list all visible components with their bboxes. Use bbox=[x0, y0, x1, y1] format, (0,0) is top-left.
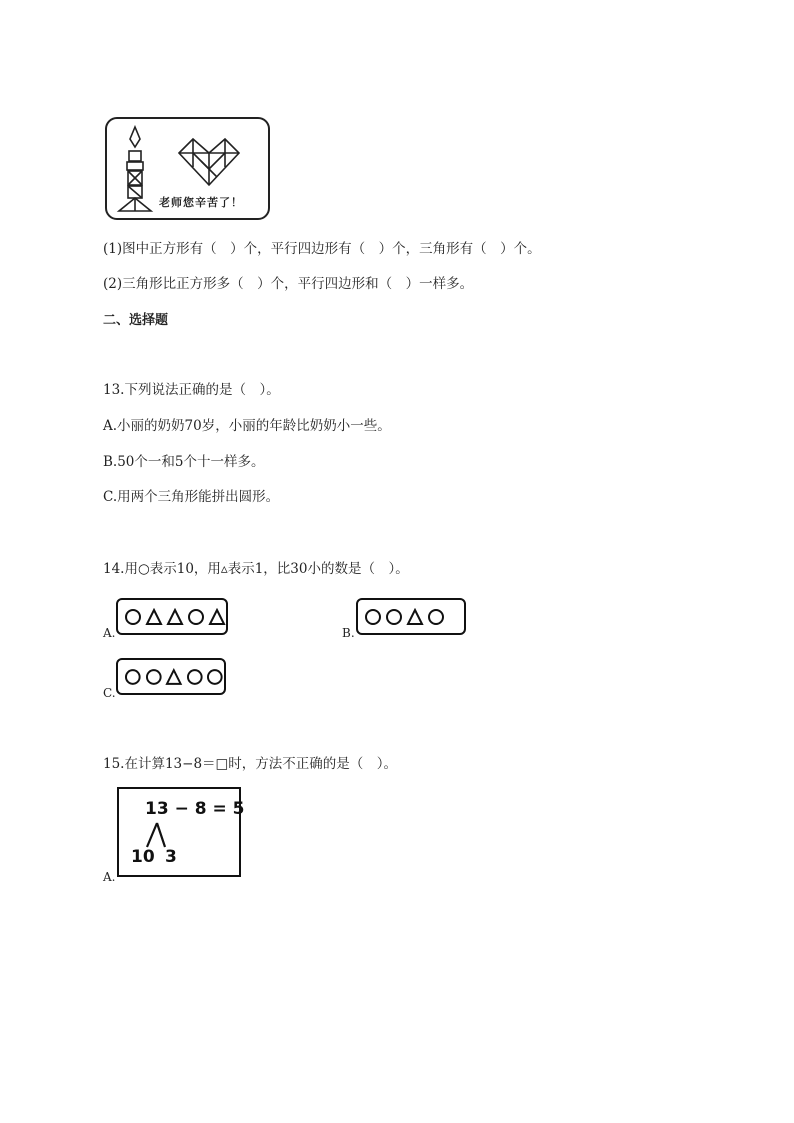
triangle-icon bbox=[145, 608, 163, 626]
tangram-candle-icon bbox=[115, 125, 155, 213]
tangram-figure-box bbox=[105, 117, 270, 220]
circle-icon bbox=[385, 608, 403, 626]
triangle-icon bbox=[165, 668, 183, 686]
q13-stem: 13.下列说法正确的是（ ）。 bbox=[103, 382, 280, 398]
triangle-icon bbox=[406, 608, 424, 626]
q15-stem: 15.在计算13−8＝□时，方法不正确的是（ ）。 bbox=[103, 756, 398, 772]
q14-option-c-label: C. bbox=[103, 686, 116, 700]
q14-option-c-box bbox=[116, 658, 226, 695]
circle-icon bbox=[206, 668, 224, 686]
section-title: 二、选择题 bbox=[103, 313, 169, 328]
q13-option-a: A.小丽的奶奶70岁，小丽的年龄比奶奶小一些。 bbox=[103, 418, 391, 434]
split-branch-icon bbox=[143, 821, 173, 849]
triangle-icon bbox=[166, 608, 184, 626]
q14-option-a-label: A. bbox=[103, 626, 116, 640]
q14-stem: 14.用○表示10，用▵表示1，比30小的数是（ ）。 bbox=[103, 561, 409, 577]
q13-option-b: B.50个一和5个十一样多。 bbox=[103, 454, 265, 470]
triangle-icon bbox=[208, 608, 226, 626]
q14-option-a-box bbox=[116, 598, 228, 635]
circle-icon bbox=[187, 608, 205, 626]
q14-option-b-box bbox=[356, 598, 466, 635]
circle-icon bbox=[145, 668, 163, 686]
q15-option-a-label: A. bbox=[103, 870, 116, 884]
q15-option-a-box bbox=[117, 787, 245, 877]
tangram-heart-icon bbox=[177, 135, 241, 187]
question-1: (1)图中正方形有（ ）个，平行四边形有（ ）个，三角形有（ ）个。 bbox=[103, 241, 541, 257]
q15-equation: 13 − 8 = 5 bbox=[145, 799, 245, 819]
circle-icon bbox=[427, 608, 445, 626]
circle-icon bbox=[124, 608, 142, 626]
q15-split-left: 10 bbox=[131, 847, 155, 867]
q15-split-right: 3 bbox=[165, 847, 177, 867]
circle-icon bbox=[186, 668, 204, 686]
circle-icon bbox=[124, 668, 142, 686]
circle-icon bbox=[364, 608, 382, 626]
q13-option-c: C.用两个三角形能拼出圆形。 bbox=[103, 489, 280, 505]
q14-option-b-label: B. bbox=[342, 626, 355, 640]
question-2: (2)三角形比正方形多（ ）个，平行四边形和（ ）一样多。 bbox=[103, 276, 474, 292]
figure-caption: 老师您辛苦了！ bbox=[159, 196, 243, 209]
